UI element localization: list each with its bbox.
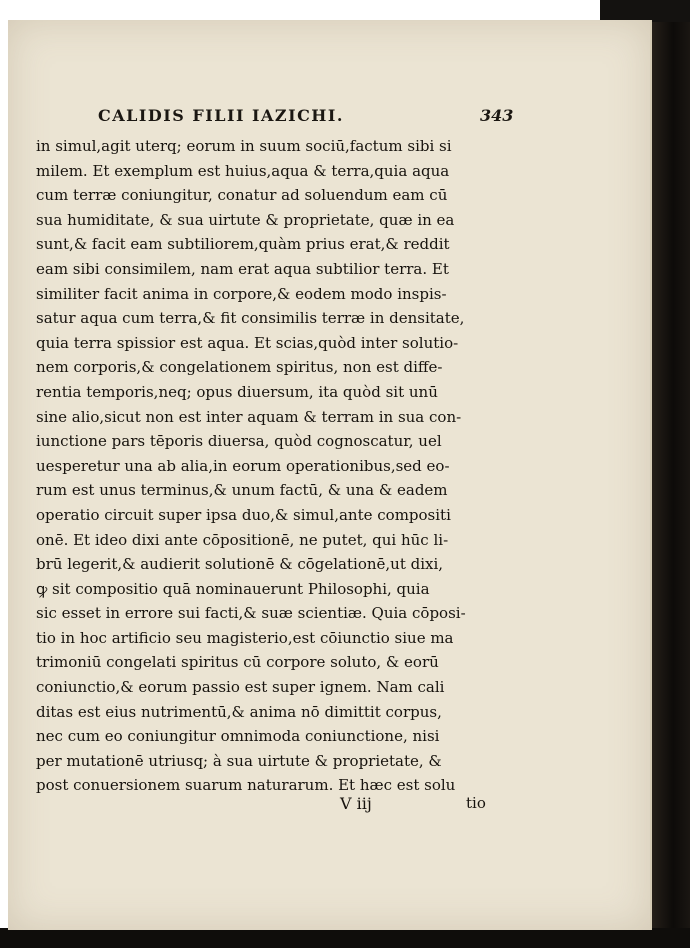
text-line: sine alio,sicut non est inter aquam & terram in sua con- <box>36 407 462 426</box>
text-line: uesperetur una ab alia,in eorum operationibus,sed eo- <box>36 456 450 475</box>
signature-mark: V iij <box>340 794 372 813</box>
book-page <box>8 20 652 930</box>
text-line: post conuersionem suarum naturarum. Et hæc est solu <box>36 776 456 795</box>
scan-bottom-shadow <box>0 928 690 948</box>
text-line: milem. Et exemplum est huius,aqua & terra,quia aqua <box>36 161 450 180</box>
text-line: trimoniū congelati spiritus cū corpore soluto, & eorū <box>36 653 439 672</box>
scan-corner-shadow <box>600 0 690 22</box>
text-line: rum est unus terminus,& unum factū, & una & eadem <box>36 481 448 500</box>
text-line: sunt,& facit eam subtiliorem,quàm prius erat,& reddit <box>36 235 450 254</box>
text-line: sua humiditate, & sua uirtute & proprietate, quæ in ea <box>36 210 455 229</box>
body-text <box>36 134 516 798</box>
text-line: rentia temporis,neq; opus diuersum, ita quòd sit unū <box>36 382 438 401</box>
text-line: nem corporis,& congelationem spiritus, non est diffe- <box>36 358 443 377</box>
text-line: satur aqua cum terra,& fit consimilis terræ in densitate, <box>36 309 465 328</box>
text-line: operatio circuit super ipsa duo,& simul,ante compositi <box>36 505 451 524</box>
text-line: per mutationē utriusq; à sua uirtute & proprietate, & <box>36 751 442 770</box>
text-line: brū legerit,& audierit solutionē & cōgelationē,ut dixi, <box>36 555 444 574</box>
text-line: tio in hoc artificio seu magisterio,est cōiunctio siue ma <box>36 628 454 647</box>
text-line: nec cum eo coniungitur omnimoda coniunctione, nisi <box>36 727 440 746</box>
text-line: onē. Et ideo dixi ante cōpositionē, ne putet, qui hūc li- <box>36 530 449 549</box>
text-line: quia terra spissior est aqua. Et scias,quòd inter solutio- <box>36 333 459 352</box>
text-line: in simul,agit uterq; eorum in suum sociū,factum sibi si <box>36 137 452 155</box>
text-line: eam sibi consimilem, nam erat aqua subtilior terra. Et <box>36 259 449 278</box>
text-line: coniunctio,& eorum passio est super ignem. Nam cali <box>36 678 445 697</box>
text-line: cum terræ coniungitur, conatur ad soluendum eam cū <box>36 186 448 205</box>
text-line: ditas est eius nutrimentū,& anima nō dimittit corpus, <box>36 702 442 721</box>
text-line: ꝙ sit compositio quā nominauerunt Philosophi, quia <box>36 579 430 598</box>
text-line: similiter facit anima in corpore,& eodem modo inspis- <box>36 284 447 303</box>
catchword: tio <box>466 794 486 812</box>
text-line: iunctione pars tēporis diuersa, quòd cognoscatur, uel <box>36 432 442 451</box>
book-edge-shadow <box>648 0 690 948</box>
text-line: sic esset in errore sui facti,& suæ scientiæ. Quia cōposi- <box>36 604 466 623</box>
running-head: CALIDIS FILII IAZICHI. <box>98 106 344 125</box>
folio-number: 343 <box>480 106 514 125</box>
